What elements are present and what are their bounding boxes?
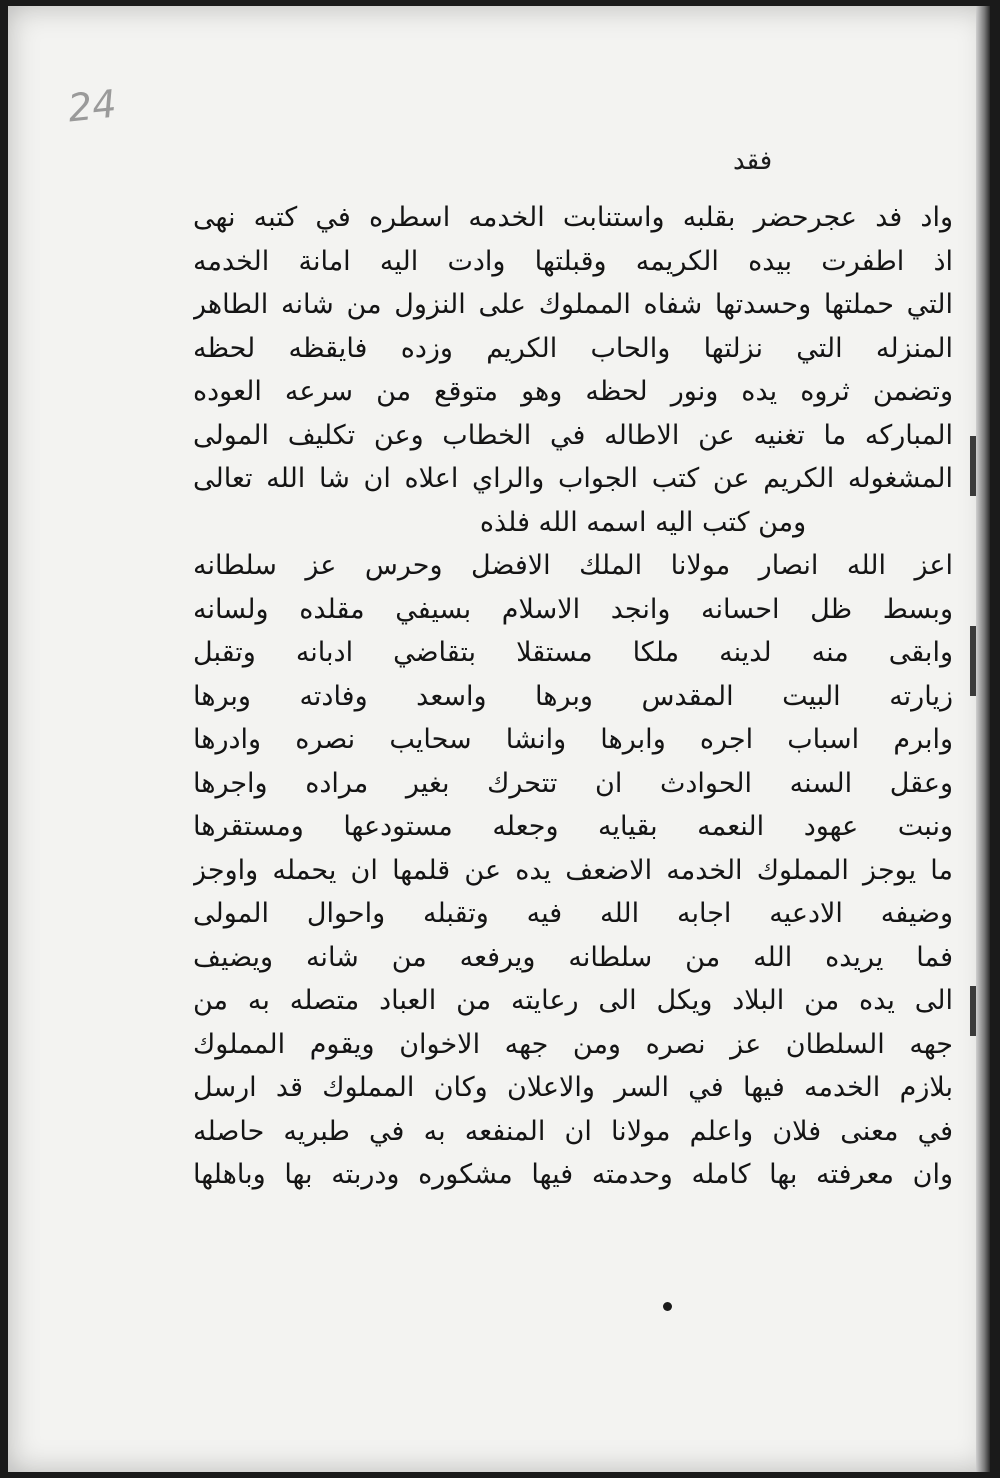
manuscript-line: اعز الله انصار مولانا الملك الافضل وحرس عز سلطانه: [193, 550, 953, 581]
folio-number: 24: [65, 81, 119, 131]
manuscript-line: وعقل السنه الحوادث ان تتحرك بغير مراده واجرها: [193, 767, 953, 799]
catchword: فقد: [733, 146, 773, 176]
manuscript-line: بلازم الخدمه فيها في السر والاعلان وكان المملوك قد ارسل: [193, 1072, 953, 1103]
manuscript-line: في معنى فلان واعلم مولانا ان المنفعه به في طبريه حاصله: [193, 1115, 953, 1147]
ink-dot: [663, 1302, 672, 1311]
manuscript-line: ونبت عهود النعمه بقيايه وجعله مستودعها ومستقرها: [193, 811, 953, 842]
manuscript-line: جهه السلطان عز نصره ومن جهه الاخوان ويقوم المملوك: [193, 1028, 953, 1060]
manuscript-line: وان معرفته بها كامله وحدمته فيها مشكوره ودربته بها وباهلها: [193, 1159, 953, 1190]
manuscript-line: واد فد عجرحضر بقلبه واستنابت الخدمه اسطره في كتبه نهى: [193, 202, 953, 233]
manuscript-line: التي حملتها وحسدتها شفاه المملوك على النزول من شانه الطاهر: [193, 289, 953, 320]
manuscript-line: ومن كتب اليه اسمه الله فلذه: [479, 506, 807, 538]
manuscript-line: زيارته البيت المقدس وبرها واسعد وفادته وبرها: [193, 680, 953, 712]
edge-ink-mark: [970, 436, 976, 496]
manuscript-line: وضيفه الادعيه اجابه الله فيه وتقبله واحوال المولى: [193, 898, 953, 929]
manuscript-line: المشغوله الكريم عن كتب الجواب والراي اعلاه ان شا الله تعالى: [193, 463, 953, 494]
manuscript-line: فما يريده الله من سلطانه ويرفعه من شانه ويضيف: [193, 941, 953, 973]
manuscript-line: اذ اطفرت بيده الكريمه وقبلتها وادت اليه امانة الخدمه: [193, 245, 953, 277]
manuscript-line: المباركه ما تغنيه عن الاطاله في الخطاب وعن تكليف المولى: [193, 419, 953, 451]
manuscript-line: المنزله التي نزلتها والحاب الكريم وزده فايقظه لحظه: [193, 332, 953, 364]
manuscript-line: الى يده من البلاد ويكل الى رعايته من العباد متصله به من: [193, 985, 953, 1016]
manuscript-page: [8, 6, 990, 1472]
manuscript-line: وابقى منه لدينه ملكا مستقلا بتقاضي ادبانه وتقبل: [193, 637, 953, 668]
edge-ink-mark: [970, 986, 976, 1036]
book-spine-edge: [976, 6, 990, 1472]
manuscript-line: ما يوجز المملوك الخدمه الاضعف يده عن قلمها ان يحمله واوجز: [193, 854, 953, 886]
manuscript-line: وابرم اسباب اجره وابرها وانشا سحايب نصره وادرها: [193, 724, 953, 755]
manuscript-text-block: [193, 196, 953, 1197]
edge-ink-mark: [970, 626, 976, 696]
manuscript-line: وبسط ظل احسانه وانجد الاسلام بسيفي مقلده ولسانه: [193, 593, 953, 625]
manuscript-line: وتضمن ثروه يده ونور لحظه وهو متوقع من سرعه العوده: [193, 376, 953, 407]
